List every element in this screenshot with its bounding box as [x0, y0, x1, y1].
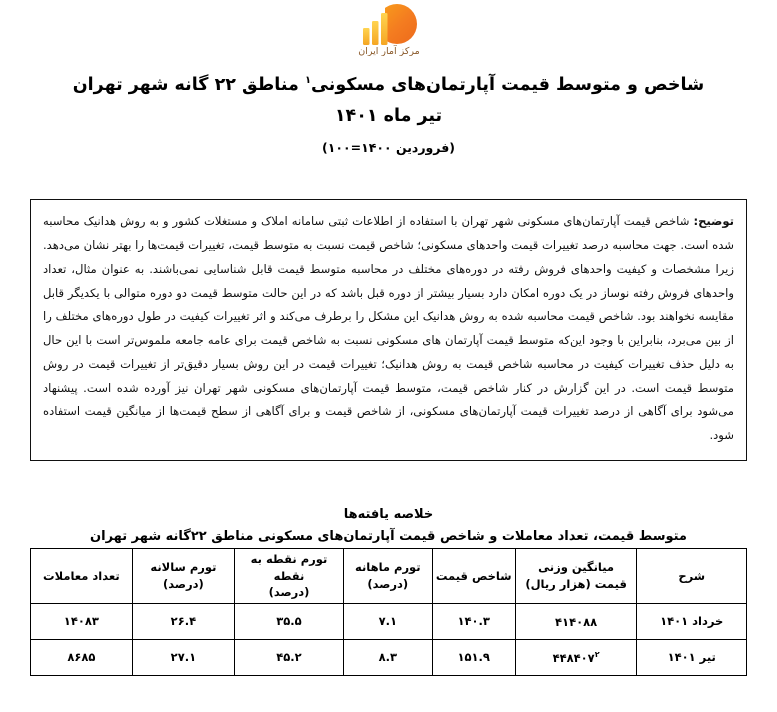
findings-heading: خلاصه یافته‌ها: [343, 506, 434, 522]
header-line-2: (درصد): [268, 585, 310, 600]
summary-table-head: [31, 548, 747, 603]
title-footnote-marker: ۱: [304, 75, 312, 87]
table-header-row: [31, 548, 747, 603]
cell-monthly-inflation: ۸.۳: [343, 639, 432, 675]
column-header-price-index: [432, 548, 515, 603]
page-title-text-rest: مناطق ۲۲ گانه شهر تهران: [72, 75, 305, 95]
summary-table-wrapper: [30, 548, 747, 676]
cell-transactions: ۸۶۸۵: [31, 639, 133, 675]
logo-band: [0, 0, 777, 58]
header-line-2: قیمت (هزار ریال): [525, 576, 627, 591]
cell-monthly-inflation: ۷.۱: [343, 603, 432, 639]
header-line-1: شاخص قیمت: [435, 568, 512, 583]
page-title-line-1: [40, 70, 737, 101]
summary-table-body: [31, 603, 747, 675]
cell-annual-inflation: ۲۷.۱: [132, 639, 234, 675]
cell-description: تیر ۱۴۰۱: [637, 639, 747, 675]
explanation-box: [30, 199, 747, 461]
header-line-2: (درصد): [162, 576, 204, 591]
page-title-text-main: شاخص و متوسط قیمت آپارتمان‌های مسکونی: [311, 75, 705, 95]
explanation-body: شاخص قیمت آپارتمان‌های مسکونی شهر تهران با استفاده از اطلاعات ثبتی سامانه املاک و مستغلات کشور و به روش هدانیک محاسبه شده است. جهت محاسبه درصد تغییرات قیمت واحدهای مسکونی؛ شاخص قیمت نسبت به متوسط قیمت، تغییرات قیمت‌ها را بهتر نشان می‌دهد. زیرا مشخصات و کیفیت واحدهای فروش رفته در دوره‌های مختلف در محاسبه متوسط قیمت قابل شناسایی نمی‌باشند. به عنوان مثال، تعداد واحدهای فروش رفته نوساز در یک دوره امکان دارد بسیار بیشتر از دوره قبل باشد که در این حالت متوسط قیمت دو دوره متوالی با یکدیگر قابل مقایسه نخواهند بود. شاخص قیمت محاسبه شده به روش هدانیک این مشکل را برطرف می‌کند و اثر تغییرات کیفیت در طول دوره‌های مختلف را از بین می‌برد، بنابراین با وجود این‌که متوسط قیمت آپارتمان های مسکونی نسبت به شاخص قیمت برای عامه جامعه ملموس‌تر است با این حال به دلیل حذف تغییرات کیفیت در محاسبه شاخص قیمت به روش هدانیک؛ تغییرات قیمت در این روش بسیار دقیق‌تر از تغییرات قیمت در روش متوسط قیمت است. در این گزارش در کنار شاخص قیمت، متوسط قیمت آپارتمان‌های مسکونی شهر تهران نیز آورده شده است. پیشنهاد می‌شود برای آگاهی از درصد تغییرات قیمت آپارتمان‌های مسکونی، از شاخص قیمت و برای آگاهی از سطح قیمت‌ها از میانگین قیمت استفاده شود.: [43, 214, 734, 443]
cell-point-to-point-inflation: ۴۵.۲: [235, 639, 344, 675]
cell-value: ۴۱۴۰۸۸: [555, 614, 598, 629]
cell-transactions: ۱۴۰۸۳: [31, 603, 133, 639]
findings-section: [0, 507, 777, 544]
cell-weighted-average-price: [515, 603, 637, 639]
summary-table: [30, 548, 747, 676]
table-row: [31, 603, 747, 639]
cell-weighted-average-price: [515, 639, 637, 675]
explanation-paragraph: [43, 210, 734, 448]
statistical-center-of-iran-logo: [341, 2, 437, 56]
cell-value: ۴۴۸۴۰۷: [552, 650, 595, 665]
cell-point-to-point-inflation: ۳۵.۵: [235, 603, 344, 639]
page-subtitle-base-period: (فروردین ۱۴۰۰=۱۰۰): [322, 140, 455, 156]
column-header-point-to-point-inflation: [235, 548, 344, 603]
table-caption: متوسط قیمت، تعداد معاملات و شاخص قیمت آپارتمان‌های مسکونی مناطق ۲۲گانه شهر تهران: [90, 528, 687, 544]
cell-footnote-marker: ۲: [594, 650, 600, 659]
column-header-transactions-count: [31, 548, 133, 603]
column-header-annual-inflation: [132, 548, 234, 603]
header-line-1: تورم نقطه به نقطه: [250, 551, 328, 583]
cell-price-index: ۱۵۱.۹: [432, 639, 515, 675]
column-header-description: [637, 548, 747, 603]
page-title-block: [0, 58, 777, 155]
cell-annual-inflation: ۲۶.۴: [132, 603, 234, 639]
header-line-1: تورم ماهانه: [354, 560, 421, 575]
header-line-1: تورم سالانه: [150, 560, 217, 575]
explanation-label: توضیح:: [693, 214, 734, 229]
page-title-line-2: تیر ماه ۱۴۰۱: [334, 105, 443, 126]
column-header-weighted-average-price: [515, 548, 637, 603]
column-header-monthly-inflation: [343, 548, 432, 603]
cell-description: خرداد ۱۴۰۱: [637, 603, 747, 639]
svg-text:مرکز آمار ایران: مرکز آمار ایران: [357, 46, 420, 56]
cell-price-index: ۱۴۰.۳: [432, 603, 515, 639]
header-line-1: شرح: [678, 568, 706, 583]
table-row: [31, 639, 747, 675]
header-line-1: تعداد معاملات: [43, 568, 120, 583]
header-line-2: (درصد): [367, 576, 409, 591]
header-line-1: میانگین وزنی: [538, 560, 615, 575]
